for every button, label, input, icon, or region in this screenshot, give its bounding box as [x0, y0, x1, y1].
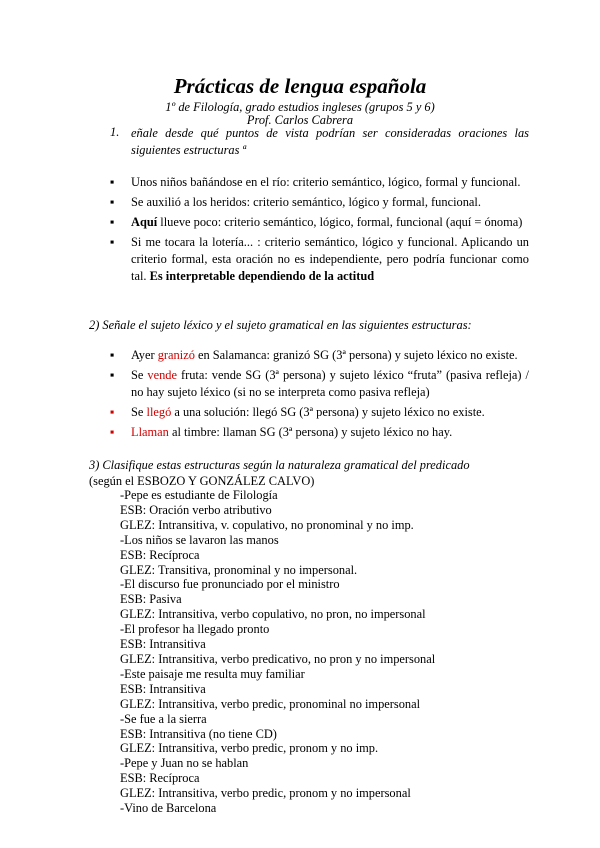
example-line: ESB: Recíproca [120, 771, 200, 786]
example-line: GLEZ: Transitiva, pronominal y no impersonal. [120, 562, 358, 577]
list-item: ▪ Se llegó a una solución: llegó SG (3ª persona) y sujeto léxico no existe. [110, 404, 529, 421]
question-2-text: 2) Señale el sujeto léxico y el sujeto gramatical en las siguientes estructuras: [89, 318, 472, 332]
example-line: -El discurso fue pronunciado por el ministro [120, 577, 340, 592]
example-line: -Este paisaje me resulta muy familiar [120, 666, 305, 681]
course-subtitle: 1º de Filología, grado estudios ingleses (grupos 5 y 6) [165, 100, 435, 114]
question-3-note: (según el ESBOZO Y GONZÁLEZ CALVO) [89, 474, 315, 488]
question-3-text: 3) Clasifique estas estructuras según la naturaleza gramatical del predicado [89, 458, 470, 472]
list-item: ▪ Unos niños bañándose en el río: criterio semántico, lógico, formal y funcional. [110, 174, 529, 191]
example-line: -Pepe es estudiante de Filología [120, 488, 278, 502]
example-line: -Vino de Barcelona [120, 801, 217, 816]
example-line: ESB: Oración verbo atributivo [120, 502, 272, 517]
list-item: ▪ Llaman al timbre: llaman SG (3ª persona) y sujeto léxico no hay. [110, 424, 529, 441]
list-item: ▪ Se vende fruta: vende SG (3ª persona) y sujeto léxico “fruta” (pasiva refleja) / no hay sujeto léxico (si no se interpreta como pasiva refleja) [110, 367, 529, 401]
list-item: ▪ Aquí llueve poco: criterio semántico, lógico, formal, funcional (aquí = ónoma) [110, 214, 529, 231]
page-title: Prácticas de lengua española [173, 74, 427, 98]
example-line: GLEZ: Intransitiva, verbo predic, pronom y no imp. [120, 741, 379, 756]
list-item: ▪ Si me tocara la lotería... : criterio semántico, lógico y funcional. Aplicando un criterio formal, esta oración no es independiente, pero podría funcionar como tal. Es interpretable dependiendo de la actitud [110, 234, 529, 285]
question-2-list [110, 347, 529, 441]
question-1-text: eñale desde qué puntos de vista podrían ser consideradas oraciones las siguientes estructuras ª [131, 126, 529, 157]
example-line: ESB: Recíproca [120, 547, 200, 562]
example-line: GLEZ: Intransitiva, v. copulativo, no pronominal y no imp. [120, 517, 414, 532]
list-item: ▪ Se auxilió a los heridos: criterio semántico, lógico y formal, funcional. [110, 194, 529, 211]
example-line: -El profesor ha llegado pronto [120, 622, 270, 637]
example-line: ESB: Intransitiva (no tiene CD) [120, 726, 277, 741]
example-line: ESB: Pasiva [120, 592, 182, 607]
example-line: ESB: Intransitiva [120, 681, 206, 696]
question-1-number: 1. [110, 125, 120, 139]
professor-name: Prof. Carlos Cabrera [246, 113, 354, 127]
question-1-list [110, 174, 529, 285]
question-3-examples [120, 488, 435, 816]
example-line: GLEZ: Intransitiva, verbo predic, pronominal no impersonal [120, 696, 421, 711]
example-line: GLEZ: Intransitiva, verbo copulativo, no pron, no impersonal [120, 607, 426, 622]
example-line: GLEZ: Intransitiva, verbo predicativo, no pron y no impersonal [120, 651, 436, 666]
example-line: GLEZ: Intransitiva, verbo predic, pronom y no impersonal [120, 786, 411, 801]
example-line: -Pepe y Juan no se hablan [120, 756, 249, 771]
example-line: -Se fue a la sierra [120, 711, 207, 726]
list-item: ▪ Ayer granizó en Salamanca: granizó SG (3ª persona) y sujeto léxico no existe. [110, 347, 529, 364]
example-line: -Los niños se lavaron las manos [120, 532, 279, 547]
example-line: ESB: Intransitiva [120, 637, 206, 652]
